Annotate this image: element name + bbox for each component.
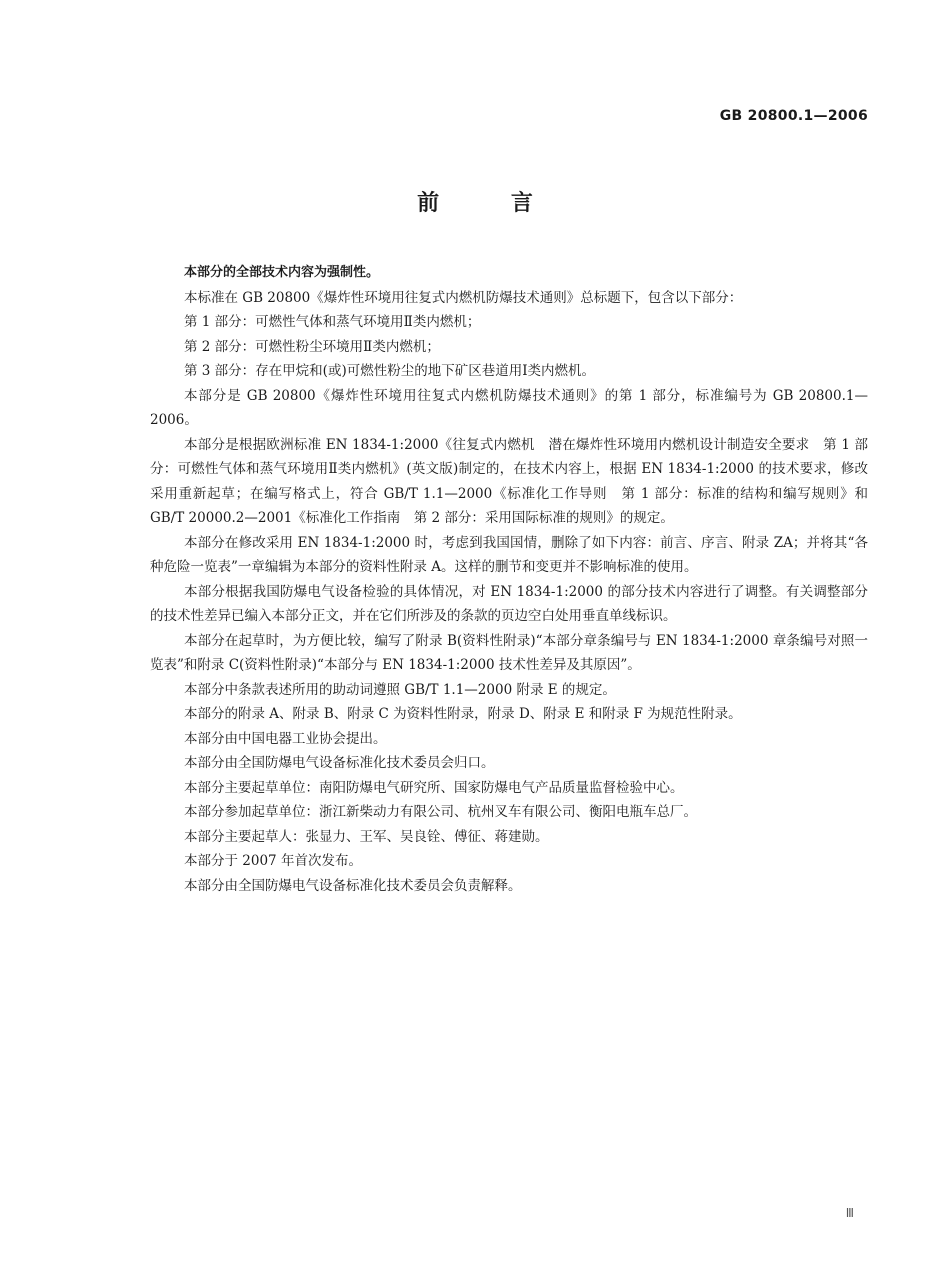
paragraph: 本部分由全国防爆电气设备标准化技术委员会归口。 [184,755,495,771]
paragraph: 本部分根据我国防爆电气设备检验的具体情况，对 EN 1834-1:2000 的部分技术内容进行了调整。有关调整部分的技术性差异已编入本部分正文，并在它们所涉及的条款的页边空白处用垂直单线标识。 [150,583,868,624]
paragraph: 本部分的附录 A、附录 B、附录 C 为资料性附录，附录 D、附录 E 和附录 F 为规范性附录。 [184,706,742,722]
paragraph: 第 3 部分：存在甲烷和(或)可燃性粉尘的地下矿区巷道用Ⅰ类内燃机。 [184,363,596,379]
page-title: 前 言 [417,191,565,216]
paragraph: 本部分是 GB 20800《爆炸性环境用往复式内燃机防爆技术通则》的第 1 部分，标准编号为 GB 20800.1—2006。 [150,387,868,428]
paragraph-mandatory-note: 本部分的全部技术内容为强制性。 [184,265,380,280]
foreword-body [150,261,868,898]
paragraph: 本部分由全国防爆电气设备标准化技术委员会负责解释。 [184,877,522,894]
paragraph: 本部分主要起草单位：南阳防爆电气研究所、国家防爆电气产品质量监督检验中心。 [184,779,684,796]
paragraph: 本部分在起草时，为方便比较，编写了附录 B(资料性附录)“本部分章条编号与 EN 1834-1:2000 章条编号对照一览表”和附录 C(资料性附录)“本部分与 EN 1834-1:2000 技术性差异及其原因”。 [150,632,868,673]
paragraph: 本部分由中国电器工业协会提出。 [184,730,387,747]
paragraph: 本部分是根据欧洲标准 EN 1834-1:2000《往复式内燃机 潜在爆炸性环境用内燃机设计制造安全要求 第 1 部分：可燃性气体和蒸气环境用Ⅱ类内燃机》(英文版)制定的，在技术内容上，根据 EN 1834-1:2000 的技术要求，修改采用重新起草；在编写格式上，符合 GB/T 1.1—2000《标准化工作导则 第 1 部分：标准的结构和编写规则》和 GB/T 20000.2—2001《标准化工作指南 第 2 部分：采用国际标准的规则》的规定。 [150,436,868,526]
paragraph: 本部分在修改采用 EN 1834-1:2000 时，考虑到我国国情，删除了如下内容：前言、序言、附录 ZA；并将其“各种危险一览表”一章编辑为本部分的资料性附录 A。这样的删节和变更并不影响标准的使用。 [150,534,868,575]
standard-code: GB 20800.1—2006 [719,108,868,124]
paragraph: 本部分中条款表述所用的助动词遵照 GB/T 1.1—2000 附录 E 的规定。 [184,681,616,698]
paragraph: 第 2 部分：可燃性粉尘环境用Ⅱ类内燃机； [184,338,440,355]
paragraph: 第 1 部分：可燃性气体和蒸气环境用Ⅱ类内燃机； [184,314,481,330]
paragraph: 本部分于 2007 年首次发布。 [184,853,362,869]
paragraph: 本部分参加起草单位：浙江新柴动力有限公司、杭州叉车有限公司、衡阳电瓶车总厂。 [184,804,697,820]
paragraph: 本部分主要起草人：张显力、王军、吴良铨、傅征、蒋建勋。 [184,828,549,845]
page-number: Ⅲ [845,1206,854,1220]
paragraph: 本标准在 GB 20800《爆炸性环境用往复式内燃机防爆技术通则》总标题下，包含以下部分： [184,289,743,306]
